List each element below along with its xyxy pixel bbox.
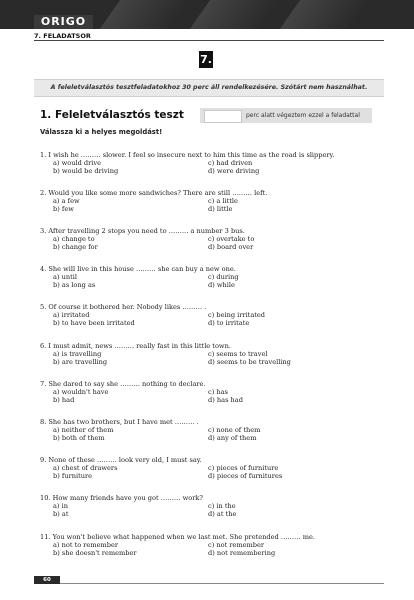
question-item	[40, 189, 380, 213]
page-number: 60	[34, 576, 60, 584]
section-label: 7. FELADATSOR	[34, 32, 91, 40]
option-b[interactable]: b) few	[53, 205, 74, 213]
option-a[interactable]: a) change to	[53, 235, 95, 243]
time-record-box	[200, 108, 372, 123]
option-d[interactable]: d) seems to be travelling	[208, 358, 291, 366]
time-record-label: perc alatt végeztem ezzel a feladattal	[246, 112, 360, 119]
question-item	[40, 380, 380, 404]
option-d[interactable]: d) to irritate	[208, 319, 250, 327]
question-item	[40, 533, 380, 557]
header-bar	[0, 0, 414, 29]
option-a[interactable]: a) not to remember	[53, 541, 119, 549]
option-c[interactable]: c) overtake to	[208, 235, 255, 243]
option-b[interactable]: b) would be driving	[53, 167, 119, 175]
option-b[interactable]: b) as long as	[53, 281, 96, 289]
option-c[interactable]: c) pieces of furniture	[208, 464, 279, 472]
option-a[interactable]: a) wouldn't have	[53, 388, 109, 396]
option-a[interactable]: a) chest of drawers	[53, 464, 118, 472]
question-stem: 10. How many friends have you got ……… work?	[40, 494, 203, 502]
option-c[interactable]: c) during	[208, 273, 239, 281]
origo-logo: ORIGO	[34, 15, 93, 29]
time-input-blank[interactable]	[204, 110, 242, 123]
option-a[interactable]: a) in	[53, 502, 68, 510]
option-d[interactable]: d) were driving	[208, 167, 260, 175]
question-item	[40, 494, 380, 518]
option-d[interactable]: d) pieces of furnitures	[208, 472, 283, 480]
question-item	[40, 227, 380, 251]
option-b[interactable]: b) at	[53, 510, 69, 518]
footer-divider	[60, 583, 384, 584]
option-d[interactable]: d) board over	[208, 243, 254, 251]
decorative-stripe	[100, 0, 190, 29]
option-c[interactable]: c) a little	[208, 197, 238, 205]
question-stem: 6. I must admit, news ……… really fast in this little town.	[40, 342, 231, 350]
option-b[interactable]: b) had	[53, 396, 75, 404]
option-a[interactable]: a) is travelling	[53, 350, 102, 358]
question-stem: 11. You won't believe what happened when we last met. She pretended ……… me.	[40, 533, 315, 541]
option-b[interactable]: b) furniture	[53, 472, 93, 480]
test-number-badge: 7.	[200, 53, 212, 66]
option-b[interactable]: b) to have been irritated	[53, 319, 135, 327]
decorative-stripe	[280, 0, 370, 29]
option-b[interactable]: b) she doesn't remember	[53, 549, 137, 557]
question-item	[40, 456, 380, 480]
option-c[interactable]: c) seems to travel	[208, 350, 268, 358]
option-d[interactable]: d) has had	[208, 396, 243, 404]
question-stem: 8. She has two brothers, but I have met ……… .	[40, 418, 199, 426]
question-stem: 7. She dared to say she ……… nothing to declare.	[40, 380, 206, 388]
task-subtitle: Válassza ki a helyes megoldást!	[40, 128, 163, 136]
question-item	[40, 418, 380, 442]
option-b[interactable]: b) both of them	[53, 434, 105, 442]
question-stem: 3. After travelling 2 stops you need to ……… a number 3 bus.	[40, 227, 245, 235]
option-c[interactable]: c) had driven	[208, 159, 253, 167]
option-c[interactable]: c) in the	[208, 502, 236, 510]
option-a[interactable]: a) would drive	[53, 159, 101, 167]
option-d[interactable]: d) not remembering	[208, 549, 276, 557]
option-a[interactable]: a) until	[53, 273, 77, 281]
decorative-stripe	[190, 0, 280, 29]
question-stem: 5. Of course it bothered her. Nobody likes ……… .	[40, 303, 207, 311]
question-item	[40, 342, 380, 366]
option-d[interactable]: d) any of them	[208, 434, 257, 442]
option-b[interactable]: b) are travelling	[53, 358, 108, 366]
question-stem: 2. Would you like some more sandwiches? There are still ……… left.	[40, 189, 268, 197]
option-c[interactable]: c) not remember	[208, 541, 265, 549]
task-title: 1. Feleletválasztós teszt	[40, 109, 184, 121]
option-a[interactable]: a) neither of them	[53, 426, 114, 434]
question-item	[40, 303, 380, 327]
option-d[interactable]: d) while	[208, 281, 235, 289]
option-b[interactable]: b) change for	[53, 243, 98, 251]
question-item	[40, 265, 380, 289]
instruction-banner: A feleletválasztós tesztfeladatokhoz 30 perc áll rendelkezésére. Szótárt nem használhat.	[34, 79, 384, 97]
option-a[interactable]: a) irritated	[53, 311, 90, 319]
option-d[interactable]: d) at the	[208, 510, 237, 518]
option-c[interactable]: c) none of them	[208, 426, 261, 434]
option-c[interactable]: c) being irritated	[208, 311, 266, 319]
question-stem: 4. She will live in this house ……… she can buy a new one.	[40, 265, 236, 273]
option-c[interactable]: c) has	[208, 388, 228, 396]
header-divider	[34, 40, 384, 41]
question-stem: 9. None of these ……… look very old, I must say.	[40, 456, 202, 464]
option-d[interactable]: d) little	[208, 205, 233, 213]
option-a[interactable]: a) a few	[53, 197, 80, 205]
question-item	[40, 151, 380, 175]
question-stem: 1. I wish he ……… slower. I feel so insecure next to him this time as the road is slippery.	[40, 151, 335, 159]
